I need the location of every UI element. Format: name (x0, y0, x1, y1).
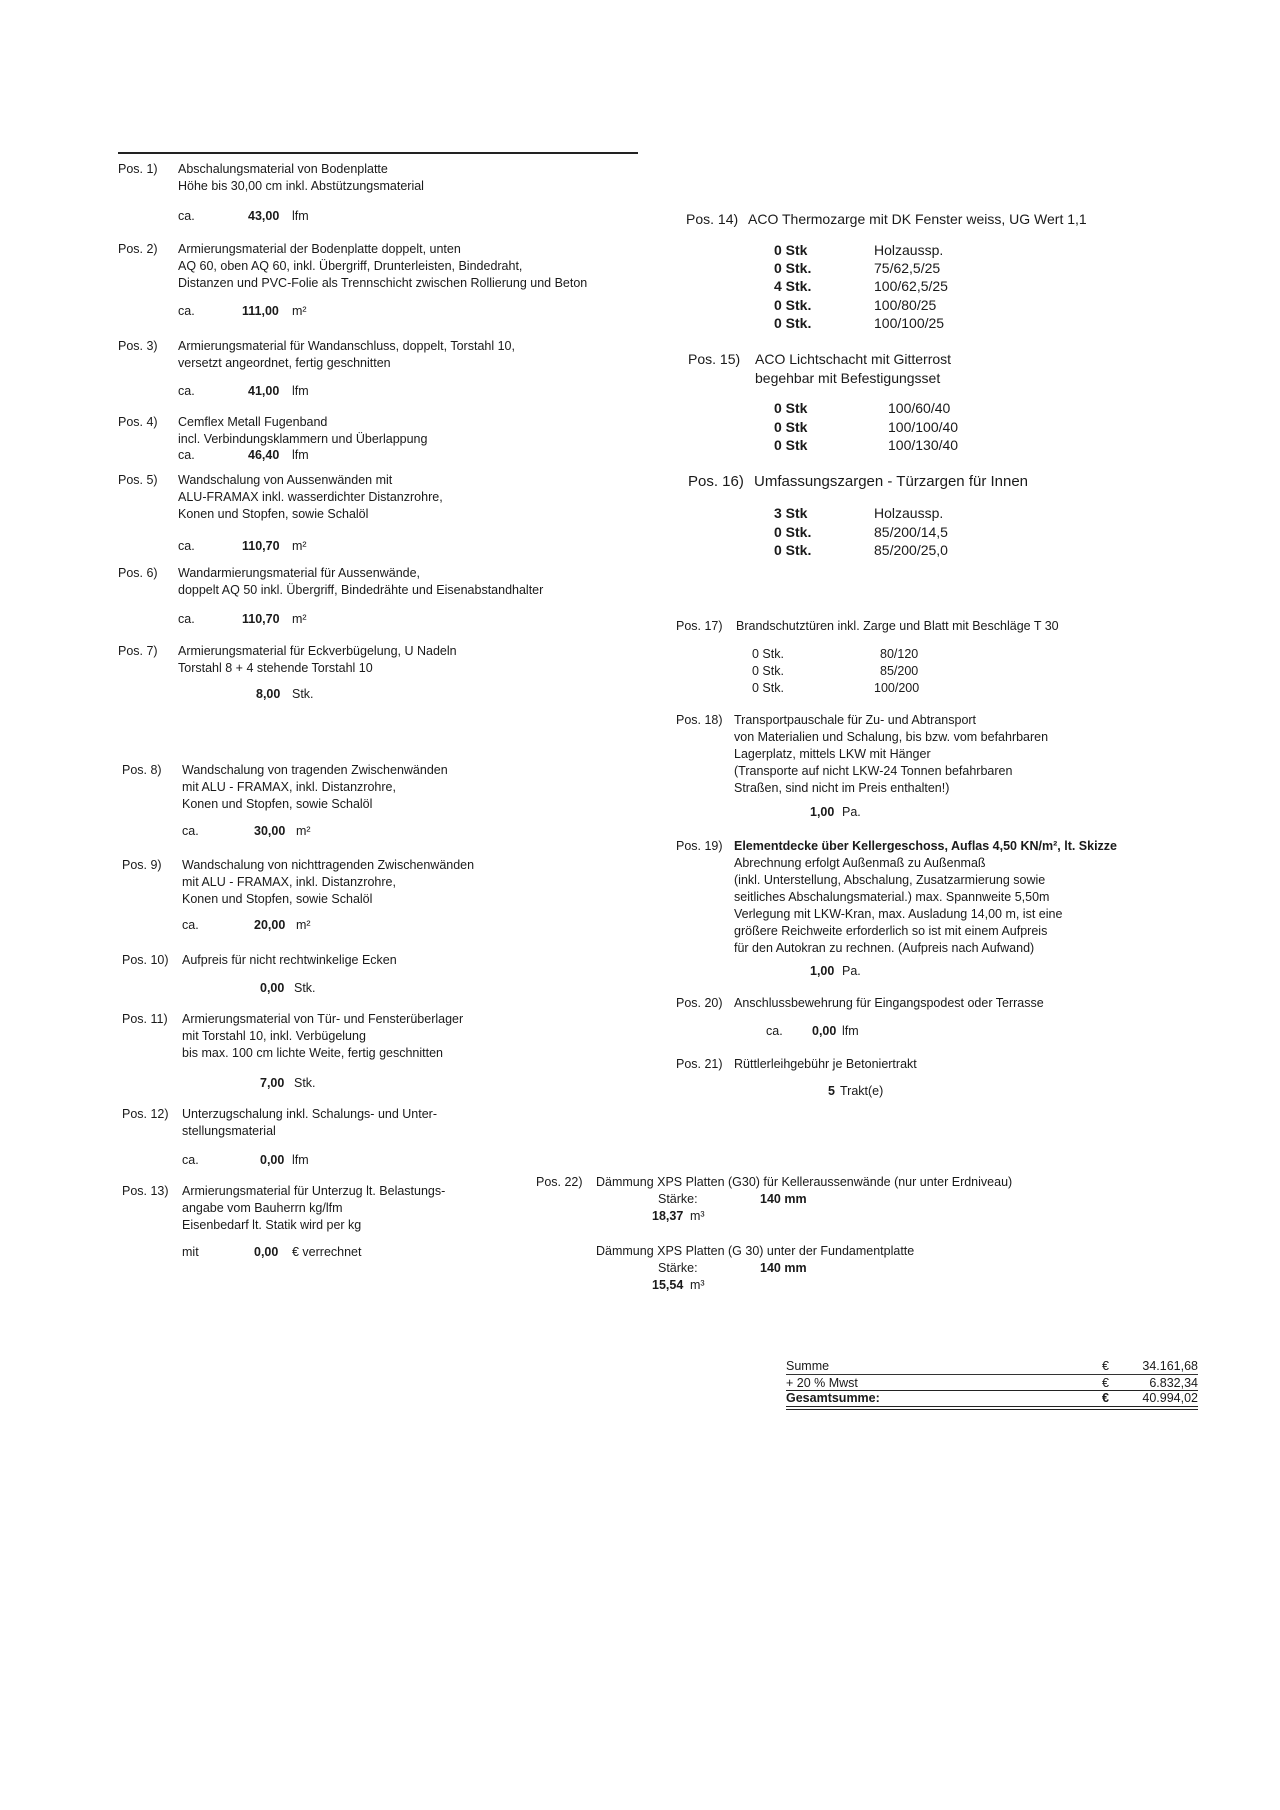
pos-4-quantity: 46,40 (248, 448, 280, 462)
pos-22-staerke-label: Stärke: (658, 1192, 698, 1206)
pos-5-ca: ca. (178, 539, 195, 553)
pos-1-line: Abschalungsmaterial von Bodenplatte (178, 162, 388, 176)
pos-19-line: für den Autokran zu rechnen. (Aufpreis nach Aufwand) (734, 941, 1035, 955)
pos-9-ca: ca. (182, 918, 199, 932)
pos-20-line: Anschlussbewehrung für Eingangspodest oder Terrasse (734, 996, 1044, 1010)
pos-5-line: Konen und Stopfen, sowie Schalöl (178, 507, 369, 521)
pos-19-line: (inkl. Unterstellung, Abschalung, Zusatzarmierung sowie (734, 873, 1046, 887)
pos-18-description (734, 712, 1048, 797)
pos-2-label: Pos. 2) (118, 242, 158, 256)
pos-15-dim-row: 100/60/40 (888, 400, 951, 416)
pos-6-ca: ca. (178, 612, 195, 626)
pos-12-description (182, 1106, 437, 1140)
pos-15-dim-row: 100/130/40 (888, 437, 959, 453)
pos-20-ca: ca. (766, 1024, 783, 1038)
pos-10-label: Pos. 10) (122, 953, 169, 967)
pos-16-label: Pos. 16) (688, 473, 744, 490)
pos-2-line: Armierungsmaterial der Bodenplatte doppelt, unten (178, 242, 461, 256)
summary-block (786, 1358, 1198, 1412)
pos-19-unit: Pa. (842, 964, 861, 978)
pos-5-label: Pos. 5) (118, 473, 158, 487)
pos-21-quantity: 5 (828, 1084, 835, 1098)
pos-18-line: Lagerplatz, mittels LKW mit Hänger (734, 747, 931, 761)
pos-18-line: von Materialien und Schalung, bis bzw. vom befahrbaren (734, 730, 1049, 744)
pos-2-unit: m² (292, 304, 307, 318)
pos-16-qty-row: 3 Stk (774, 505, 808, 521)
pos-4-ca: ca. (178, 448, 195, 462)
pos-15-line: ACO Lichtschacht mit Gitterrost (755, 351, 952, 367)
pos-22-title: Dämmung XPS Platten (G30) für Kelleraussenwände (nur unter Erdniveau) (596, 1175, 1013, 1189)
pos-3-quantity: 41,00 (248, 384, 280, 398)
pos-12-ca: ca. (182, 1153, 199, 1167)
pos-19-quantity: 1,00 (810, 964, 835, 978)
pos-22-staerke-label-2: Stärke: (658, 1261, 698, 1275)
pos-17-qty-row: 0 Stk. (752, 647, 784, 661)
summary-double-rule (786, 1409, 1198, 1412)
pos-13-description (182, 1183, 445, 1234)
pos-17-label: Pos. 17) (676, 619, 723, 633)
pos-20-label: Pos. 20) (676, 996, 723, 1010)
pos-11-description (182, 1011, 463, 1062)
summary-row-gesamt (786, 1390, 1198, 1407)
pos-15-qty-row: 0 Stk (774, 400, 808, 416)
pos-19-description (734, 855, 1062, 957)
summary-row-mwst (786, 1374, 1198, 1390)
mwst-value: 6.832,34 (1149, 1376, 1198, 1390)
pos-4-label: Pos. 4) (118, 415, 158, 429)
pos-17-dim-row: 80/120 (880, 647, 919, 661)
pos-7-label: Pos. 7) (118, 644, 158, 658)
pos-20-quantity: 0,00 (812, 1024, 837, 1038)
pos-19-title: Elementdecke über Kellergeschoss, Auflas 4,50 KN/m², lt. Skizze (734, 839, 1118, 853)
pos-8-unit: m² (296, 824, 311, 838)
pos-6-line: doppelt AQ 50 inkl. Übergriff, Bindedrähte und Eisenabstandhalter (178, 583, 544, 597)
mwst-label: + 20 % Mwst (786, 1376, 858, 1390)
pos-13-line: Armierungsmaterial für Unterzug lt. Belastungs- (182, 1184, 446, 1198)
pos-12-line: stellungsmaterial (182, 1124, 276, 1138)
pos-17-dim-row: 85/200 (880, 664, 919, 678)
pos-5-quantity: 110,70 (242, 539, 280, 553)
pos-15-line: begehbar mit Befestigungsset (755, 370, 941, 386)
pos-11-label: Pos. 11) (122, 1012, 168, 1026)
pos-18-line: Transportpauschale für Zu- und Abtransport (734, 713, 977, 727)
pos-16-dim-row: Holzaussp. (874, 505, 944, 521)
pos-19-line: größere Reichweite erforderlich so ist mit einem Aufpreis (734, 924, 1048, 938)
pos-13-quantity: 0,00 (254, 1245, 279, 1259)
pos-14-label: Pos. 14) (686, 211, 739, 227)
pos-10-line: Aufpreis für nicht rechtwinkelige Ecken (182, 953, 397, 967)
pos-8-quantity: 30,00 (254, 824, 286, 838)
pos-11-line: Armierungsmaterial von Tür- und Fensterüberlager (182, 1012, 464, 1026)
pos-16-dim-row: 85/200/25,0 (874, 542, 948, 558)
pos-19-line: seitliches Abschalungsmaterial.) max. Spannweite 5,50m (734, 890, 1050, 904)
pos-15-description (755, 350, 951, 387)
pos-14-dim-row: Holzaussp. (874, 242, 944, 258)
pos-14-qty-row: 0 Stk. (774, 260, 812, 276)
pos-8-line: Wandschalung von tragenden Zwischenwänden (182, 763, 448, 777)
pos-17-title: Brandschutztüren inkl. Zarge und Blatt mit Beschläge T 30 (736, 619, 1059, 633)
pos-10-quantity: 0,00 (260, 981, 285, 995)
pos-8-ca: ca. (182, 824, 199, 838)
pos-16-dim-row: 85/200/14,5 (874, 524, 948, 540)
pos-9-line: Wandschalung von nichttragenden Zwischenwänden (182, 858, 475, 872)
pos-14-dim-row: 100/80/25 (874, 297, 937, 313)
pos-22-title-2: Dämmung XPS Platten (G 30) unter der Fundamentplatte (596, 1244, 915, 1258)
pos-4-line: Cemflex Metall Fugenband (178, 415, 328, 429)
pos-22-unit: m³ (690, 1209, 705, 1223)
pos-9-label: Pos. 9) (122, 858, 162, 872)
pos-17-qty-row: 0 Stk. (752, 681, 784, 695)
pos-11-line: mit Torstahl 10, inkl. Verbügelung (182, 1029, 366, 1043)
pos-20-description (734, 995, 1044, 1012)
pos-9-quantity: 20,00 (254, 918, 286, 932)
pos-14-dim-row: 100/100/25 (874, 315, 945, 331)
summe-currency: € (1102, 1359, 1109, 1373)
pos-7-quantity: 8,00 (256, 687, 281, 701)
pos-14-dim-row: 100/62,5/25 (874, 278, 948, 294)
mwst-currency: € (1102, 1376, 1109, 1390)
pos-10-description (182, 952, 397, 969)
pos-16-title: Umfassungszargen - Türzargen für Innen (754, 473, 1029, 490)
pos-9-line: mit ALU - FRAMAX, inkl. Distanzrohre, (182, 875, 396, 889)
pos-13-line: angabe vom Bauherrn kg/lfm (182, 1201, 343, 1215)
pos-13-label: Pos. 13) (122, 1184, 169, 1198)
pos-18-line: Straßen, sind nicht im Preis enthalten!) (734, 781, 950, 795)
pos-6-line: Wandarmierungsmaterial für Aussenwände, (178, 566, 421, 580)
pos-3-line: versetzt angeordnet, fertig geschnitten (178, 356, 391, 370)
pos-5-unit: m² (292, 539, 307, 553)
pos-4-description (178, 414, 427, 448)
gesamt-currency: € (1102, 1391, 1109, 1405)
pos-7-line: Armierungsmaterial für Eckverbügelung, U Nadeln (178, 644, 457, 658)
pos-15-label: Pos. 15) (688, 351, 741, 367)
pos-20-unit: lfm (842, 1024, 859, 1038)
pos-1-description (178, 161, 424, 195)
pos-12-quantity: 0,00 (260, 1153, 285, 1167)
pos-19-line: Abrechnung erfolgt Außenmaß zu Außenmaß (734, 856, 986, 870)
pos-2-line: AQ 60, oben AQ 60, inkl. Übergriff, Drunterleisten, Bindedraht, (178, 259, 523, 273)
pos-1-ca: ca. (178, 209, 195, 223)
pos-7-description (178, 643, 457, 677)
pos-6-description (178, 565, 543, 599)
pos-21-label: Pos. 21) (676, 1057, 723, 1071)
pos-14-dim-row: 75/62,5/25 (874, 260, 941, 276)
pos-2-line: Distanzen und PVC-Folie als Trennschicht zwischen Rollierung und Beton (178, 276, 588, 290)
pos-15-qty-row: 0 Stk (774, 437, 808, 453)
pos-2-description (178, 241, 587, 292)
pos-6-quantity: 110,70 (242, 612, 280, 626)
pos-18-label: Pos. 18) (676, 713, 723, 727)
summe-value: 34.161,68 (1142, 1359, 1198, 1373)
pos-1-label: Pos. 1) (118, 162, 158, 176)
pos-17-dim-row: 100/200 (874, 681, 920, 695)
pos-14-qty-row: 0 Stk. (774, 315, 812, 331)
pos-1-unit: lfm (292, 209, 309, 223)
pos-22-label: Pos. 22) (536, 1175, 583, 1189)
pos-11-unit: Stk. (294, 1076, 316, 1090)
pos-18-quantity: 1,00 (810, 805, 835, 819)
pos-16-qty-row: 0 Stk. (774, 524, 812, 540)
pos-19-line: Verlegung mit LKW-Kran, max. Ausladung 14,00 m, ist eine (734, 907, 1063, 921)
pos-6-unit: m² (292, 612, 307, 626)
pos-2-ca: ca. (178, 304, 195, 318)
pos-13-line: Eisenbedarf lt. Statik wird per kg (182, 1218, 362, 1232)
pos-19-label: Pos. 19) (676, 839, 723, 853)
pos-12-unit: lfm (292, 1153, 309, 1167)
pos-1-line: Höhe bis 30,00 cm inkl. Abstützungsmaterial (178, 179, 424, 193)
pos-22-unit-2: m³ (690, 1278, 705, 1292)
pos-8-line: Konen und Stopfen, sowie Schalöl (182, 797, 373, 811)
pos-6-label: Pos. 6) (118, 566, 158, 580)
pos-22-staerke-value-2: 140 mm (760, 1261, 807, 1275)
pos-12-line: Unterzugschalung inkl. Schalungs- und Unter- (182, 1107, 437, 1121)
pos-3-line: Armierungsmaterial für Wandanschluss, doppelt, Torstahl 10, (178, 339, 515, 353)
pos-15-dim-row: 100/100/40 (888, 419, 959, 435)
pos-11-quantity: 7,00 (260, 1076, 285, 1090)
pos-3-label: Pos. 3) (118, 339, 158, 353)
pos-22-quantity: 18,37 (652, 1209, 684, 1223)
pos-22-quantity-2: 15,54 (652, 1278, 684, 1292)
top-rule (118, 152, 638, 154)
pos-14-qty-row: 4 Stk. (774, 278, 812, 294)
pos-16-qty-row: 0 Stk. (774, 542, 812, 558)
pos-4-unit: lfm (292, 448, 309, 462)
pos-5-line: Wandschalung von Aussenwänden mit (178, 473, 393, 487)
pos-2-quantity: 111,00 (242, 304, 279, 318)
pos-14-title: ACO Thermozarge mit DK Fenster weiss, UG Wert 1,1 (748, 211, 1087, 227)
pos-1-quantity: 43,00 (248, 209, 280, 223)
pos-12-label: Pos. 12) (122, 1107, 169, 1121)
pos-7-line: Torstahl 8 + 4 stehende Torstahl 10 (178, 661, 373, 675)
summe-label: Summe (786, 1359, 830, 1373)
gesamt-label: Gesamtsumme: (786, 1391, 880, 1405)
pos-3-description (178, 338, 515, 372)
pos-3-unit: lfm (292, 384, 309, 398)
pos-9-description (182, 857, 474, 908)
pos-22-staerke-value: 140 mm (760, 1192, 807, 1206)
pos-3-ca: ca. (178, 384, 195, 398)
pos-13-unit: € verrechnet (292, 1245, 362, 1259)
gesamt-value: 40.994,02 (1142, 1391, 1198, 1405)
pos-9-unit: m² (296, 918, 311, 932)
pos-21-description (734, 1056, 917, 1073)
pos-14-qty-row: 0 Stk. (774, 297, 812, 313)
pos-8-label: Pos. 8) (122, 763, 162, 777)
pos-17-qty-row: 0 Stk. (752, 664, 784, 678)
pos-5-line: ALU-FRAMAX inkl. wasserdichter Distanzrohre, (178, 490, 443, 504)
pos-18-line: (Transporte auf nicht LKW-24 Tonnen befahrbaren (734, 764, 1013, 778)
pos-15-qty-row: 0 Stk (774, 419, 808, 435)
pos-11-line: bis max. 100 cm lichte Weite, fertig geschnitten (182, 1046, 443, 1060)
pos-13-mit: mit (182, 1245, 199, 1259)
pos-10-unit: Stk. (294, 981, 316, 995)
pos-21-unit: Trakt(e) (840, 1084, 884, 1098)
pos-9-line: Konen und Stopfen, sowie Schalöl (182, 892, 373, 906)
pos-21-line: Rüttlerleihgebühr je Betoniertrakt (734, 1057, 917, 1071)
summary-row-summe (786, 1358, 1198, 1374)
pos-4-line: incl. Verbindungsklammern und Überlappung (178, 432, 428, 446)
pos-7-unit: Stk. (292, 687, 314, 701)
pos-5-description (178, 472, 443, 523)
pos-8-line: mit ALU - FRAMAX, inkl. Distanzrohre, (182, 780, 396, 794)
pos-8-description (182, 762, 448, 813)
pos-18-unit: Pa. (842, 805, 861, 819)
pos-14-qty-row: 0 Stk (774, 242, 808, 258)
